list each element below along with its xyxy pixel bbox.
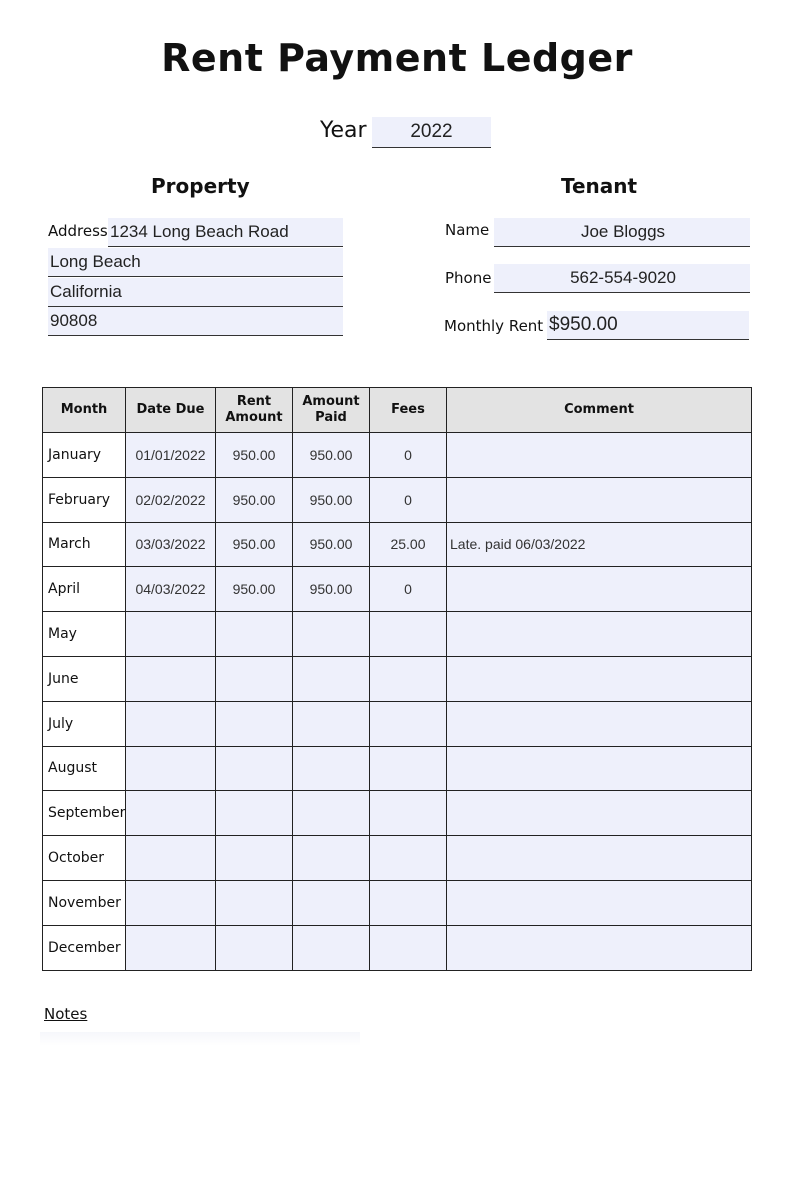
fees-cell[interactable]: 0 — [370, 567, 447, 612]
comment-cell[interactable] — [447, 746, 752, 791]
fees-cell[interactable] — [370, 925, 447, 970]
rent-amount-cell[interactable]: 950.00 — [216, 433, 293, 478]
amount-paid-cell[interactable] — [293, 701, 370, 746]
amount-paid-cell[interactable]: 950.00 — [293, 522, 370, 567]
date-due-cell[interactable]: 02/02/2022 — [126, 477, 216, 522]
property-heading: Property — [151, 174, 250, 198]
rent-amount-cell[interactable] — [216, 925, 293, 970]
comment-cell[interactable] — [447, 477, 752, 522]
fees-cell[interactable]: 25.00 — [370, 522, 447, 567]
table-header-row — [43, 388, 752, 433]
month-cell: June — [43, 656, 126, 701]
amount-paid-cell[interactable]: 950.00 — [293, 477, 370, 522]
table-row — [43, 701, 752, 746]
fees-cell[interactable]: 0 — [370, 477, 447, 522]
rent-amount-cell[interactable]: 950.00 — [216, 477, 293, 522]
comment-cell[interactable] — [447, 433, 752, 478]
rent-amount-cell[interactable] — [216, 612, 293, 657]
comment-cell[interactable] — [447, 701, 752, 746]
comment-cell[interactable] — [447, 612, 752, 657]
date-due-cell[interactable]: 01/01/2022 — [126, 433, 216, 478]
fees-cell[interactable] — [370, 746, 447, 791]
comment-cell[interactable] — [447, 925, 752, 970]
header-fees: Fees — [370, 388, 447, 433]
address-state-field[interactable]: California — [48, 278, 343, 307]
comment-cell[interactable]: Late. paid 06/03/2022 — [447, 522, 752, 567]
year-label: Year — [320, 118, 367, 143]
table-row — [43, 791, 752, 836]
month-cell: July — [43, 701, 126, 746]
header-comment: Comment — [447, 388, 752, 433]
fees-cell[interactable]: 0 — [370, 433, 447, 478]
tenant-phone-field[interactable]: 562-554-9020 — [494, 264, 750, 293]
amount-paid-cell[interactable] — [293, 656, 370, 701]
comment-cell[interactable] — [447, 880, 752, 925]
rent-amount-cell[interactable] — [216, 791, 293, 836]
ledger-table — [42, 387, 752, 971]
comment-cell[interactable] — [447, 791, 752, 836]
amount-paid-cell[interactable] — [293, 836, 370, 881]
address-city-field[interactable]: Long Beach — [48, 248, 343, 277]
header-rent-amount: Rent Amount — [216, 388, 293, 433]
page-title: Rent Payment Ledger — [161, 36, 633, 80]
month-cell: February — [43, 477, 126, 522]
tenant-name-label: Name — [445, 221, 490, 239]
rent-amount-cell[interactable] — [216, 880, 293, 925]
month-cell: December — [43, 925, 126, 970]
header-amount-paid: Amount Paid — [293, 388, 370, 433]
comment-cell[interactable] — [447, 836, 752, 881]
month-cell: March — [43, 522, 126, 567]
date-due-cell[interactable] — [126, 925, 216, 970]
rent-amount-cell[interactable] — [216, 746, 293, 791]
amount-paid-cell[interactable] — [293, 612, 370, 657]
date-due-cell[interactable]: 04/03/2022 — [126, 567, 216, 612]
comment-cell[interactable] — [447, 567, 752, 612]
table-row — [43, 522, 752, 567]
table-row — [43, 477, 752, 522]
amount-paid-cell[interactable] — [293, 791, 370, 836]
table-row — [43, 433, 752, 478]
tenant-name-field[interactable]: Joe Bloggs — [494, 218, 750, 247]
monthly-rent-field[interactable]: $950.00 — [547, 311, 749, 340]
date-due-cell[interactable] — [126, 880, 216, 925]
month-cell: November — [43, 880, 126, 925]
date-due-cell[interactable] — [126, 656, 216, 701]
fees-cell[interactable] — [370, 612, 447, 657]
fees-cell[interactable] — [370, 880, 447, 925]
table-row — [43, 612, 752, 657]
comment-cell[interactable] — [447, 656, 752, 701]
rent-amount-cell[interactable] — [216, 656, 293, 701]
date-due-cell[interactable] — [126, 791, 216, 836]
date-due-cell[interactable] — [126, 701, 216, 746]
rent-amount-cell[interactable] — [216, 701, 293, 746]
rent-amount-cell[interactable]: 950.00 — [216, 522, 293, 567]
monthly-rent-label: Monthly Rent — [444, 317, 544, 335]
fees-cell[interactable] — [370, 701, 447, 746]
header-month: Month — [43, 388, 126, 433]
month-cell: January — [43, 433, 126, 478]
table-row — [43, 880, 752, 925]
notes-label: Notes — [44, 1005, 88, 1023]
month-cell: October — [43, 836, 126, 881]
amount-paid-cell[interactable]: 950.00 — [293, 567, 370, 612]
fees-cell[interactable] — [370, 791, 447, 836]
date-due-cell[interactable] — [126, 746, 216, 791]
tenant-heading: Tenant — [561, 174, 638, 198]
amount-paid-cell[interactable] — [293, 880, 370, 925]
date-due-cell[interactable]: 03/03/2022 — [126, 522, 216, 567]
table-row — [43, 836, 752, 881]
header-date-due: Date Due — [126, 388, 216, 433]
amount-paid-cell[interactable] — [293, 746, 370, 791]
date-due-cell[interactable] — [126, 612, 216, 657]
month-cell: April — [43, 567, 126, 612]
amount-paid-cell[interactable]: 950.00 — [293, 433, 370, 478]
month-cell: May — [43, 612, 126, 657]
fees-cell[interactable] — [370, 656, 447, 701]
month-cell: August — [43, 746, 126, 791]
tenant-phone-label: Phone — [445, 269, 492, 287]
month-cell: September — [43, 791, 126, 836]
date-due-cell[interactable] — [126, 836, 216, 881]
table-row — [43, 656, 752, 701]
year-field[interactable]: 2022 — [372, 117, 491, 148]
address-label: Address — [48, 222, 108, 240]
fees-cell[interactable] — [370, 836, 447, 881]
notes-field[interactable] — [40, 1032, 360, 1046]
address-zip-field[interactable]: 90808 — [48, 307, 343, 336]
address-line-1-field[interactable]: 1234 Long Beach Road — [108, 218, 343, 247]
table-row — [43, 746, 752, 791]
amount-paid-cell[interactable] — [293, 925, 370, 970]
rent-amount-cell[interactable] — [216, 836, 293, 881]
rent-amount-cell[interactable]: 950.00 — [216, 567, 293, 612]
table-row — [43, 925, 752, 970]
table-row — [43, 567, 752, 612]
